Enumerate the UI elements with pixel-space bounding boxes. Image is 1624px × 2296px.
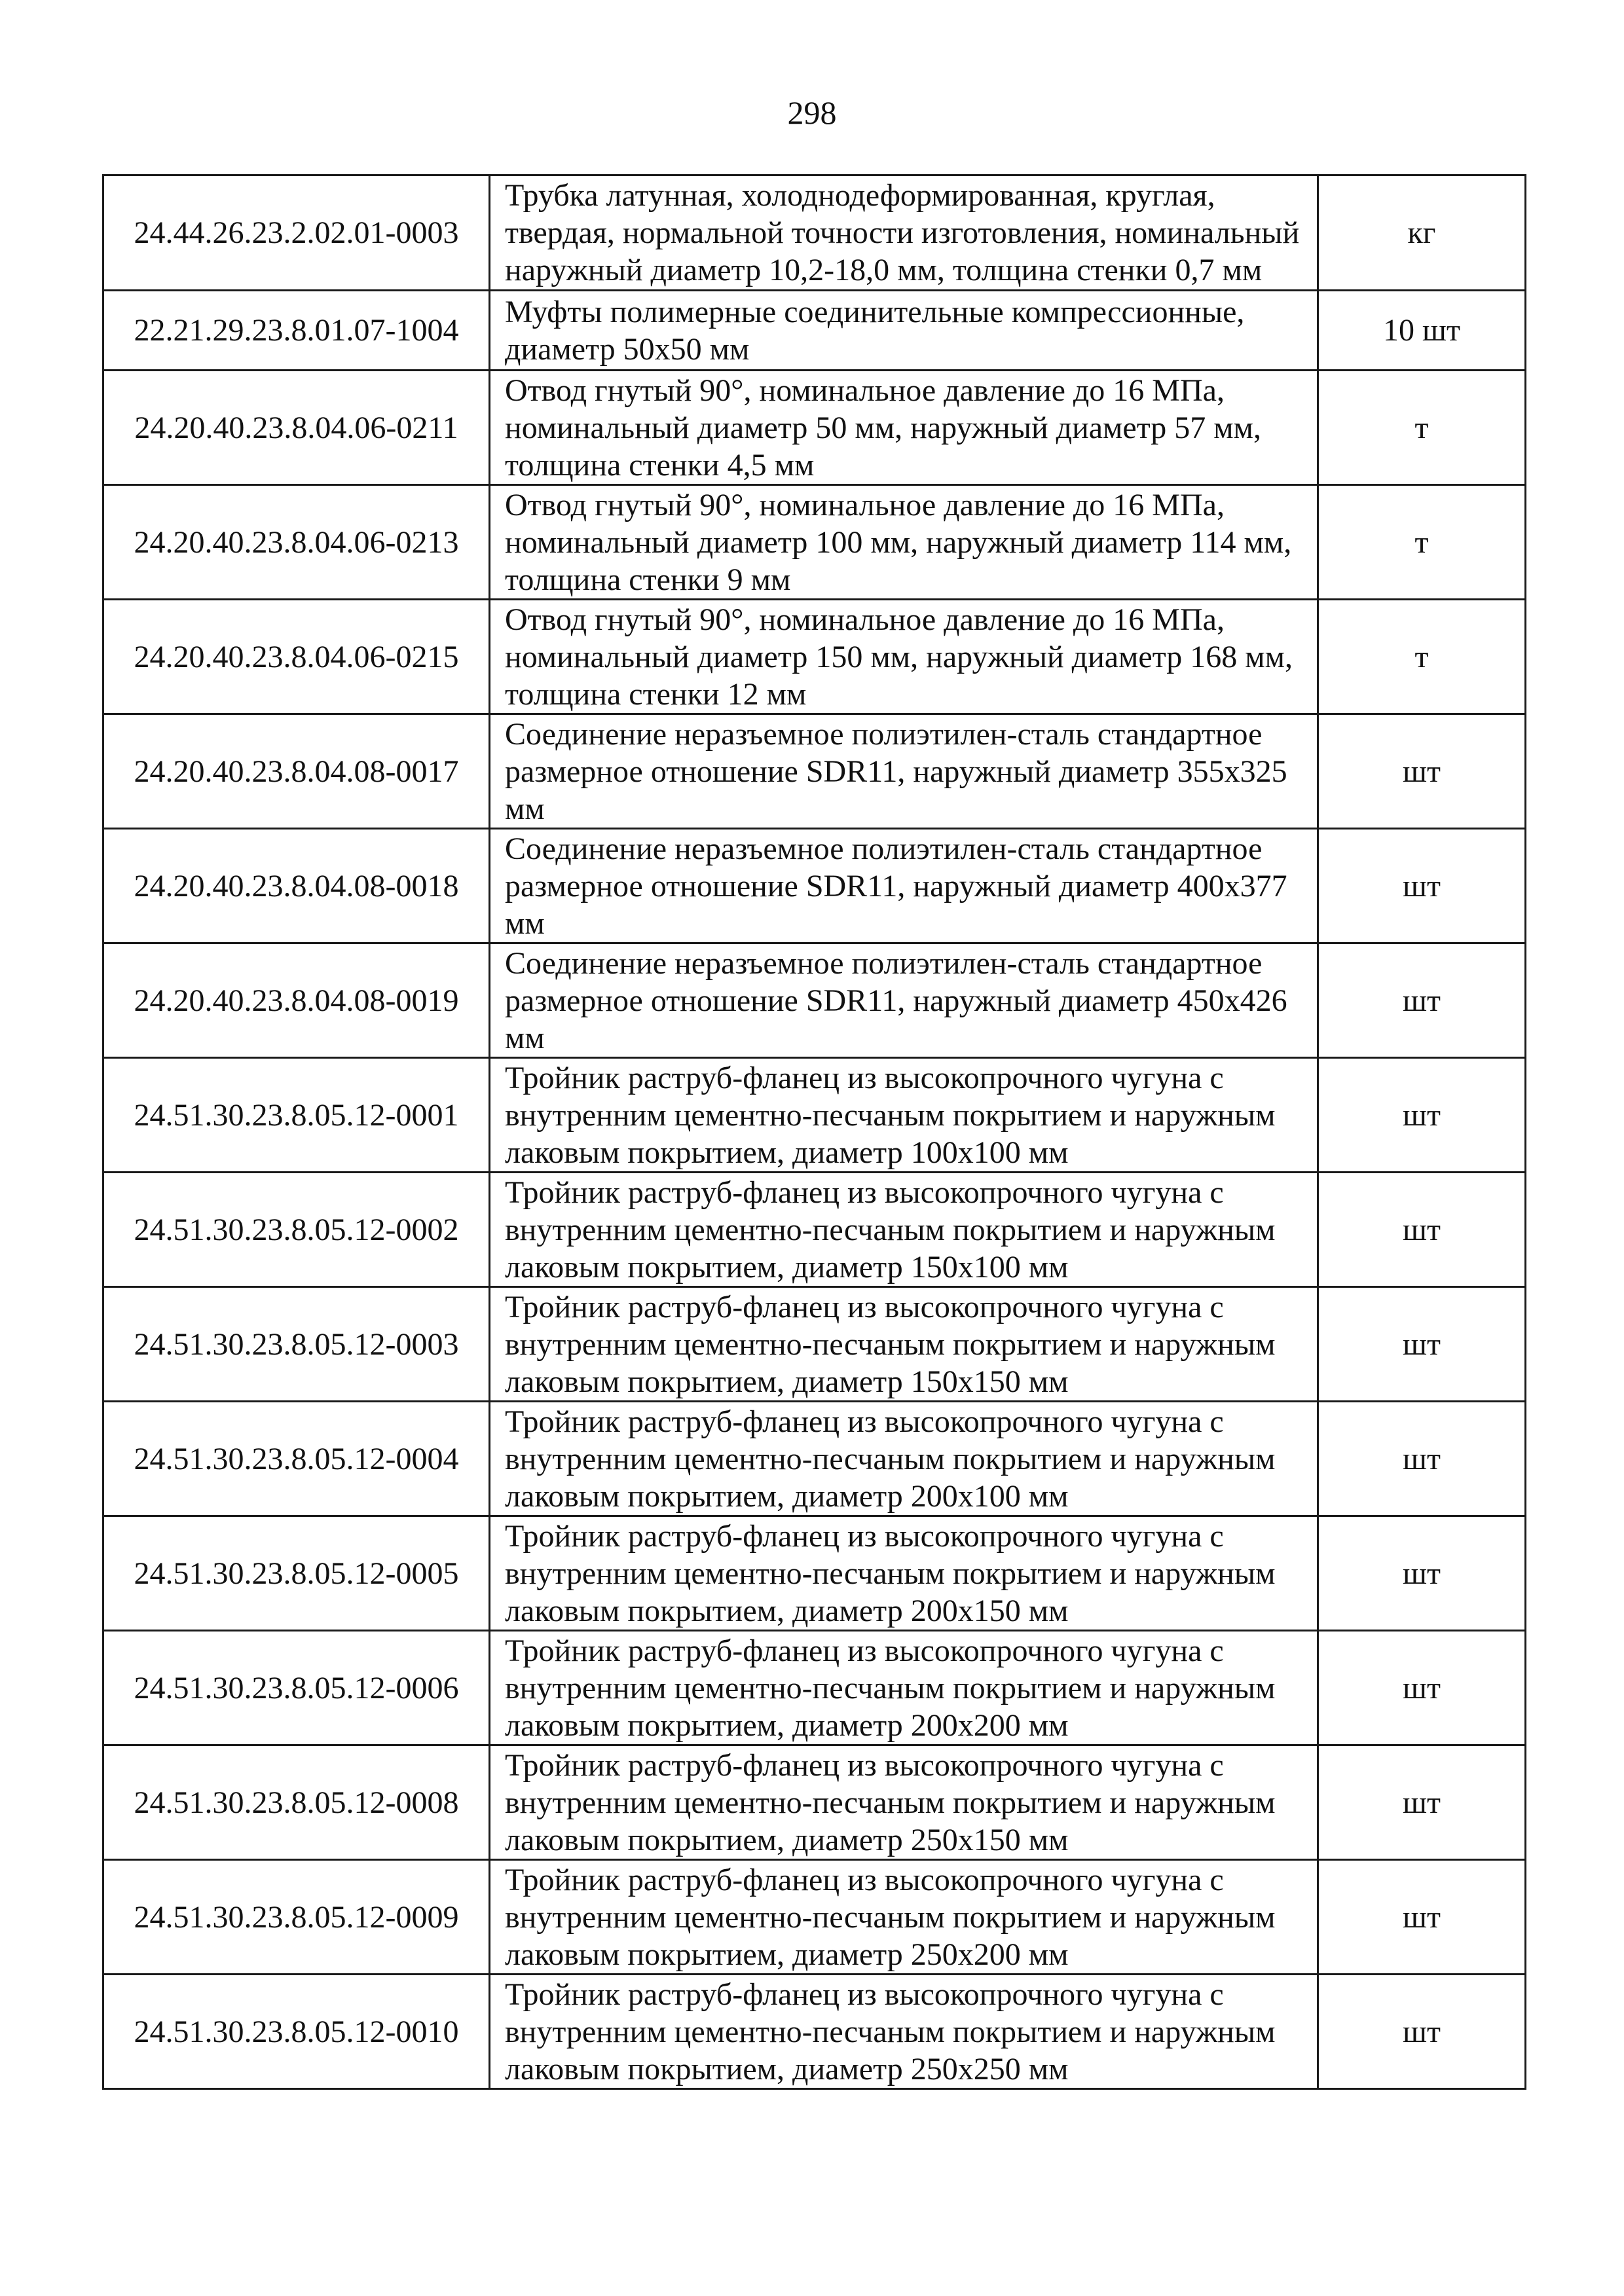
resource-code: 24.51.30.23.8.05.12-0001: [103, 1058, 490, 1173]
table-row: [103, 1860, 1526, 1975]
unit-of-measure: шт: [1318, 943, 1526, 1058]
table-row: [103, 943, 1526, 1058]
unit-of-measure: шт: [1318, 829, 1526, 943]
resource-code: 24.51.30.23.8.05.12-0008: [103, 1745, 490, 1860]
unit-of-measure: шт: [1318, 1516, 1526, 1631]
resource-name: Тройник раструб-фланец из высокопрочного чугуна с внутренним цементно-песчаным покрытием и наружным лаковым покрытием, диаметр 200х200 мм: [490, 1631, 1318, 1745]
table-row: [103, 1402, 1526, 1516]
resource-code: 24.51.30.23.8.05.12-0010: [103, 1975, 490, 2089]
resource-name: Отвод гнутый 90°, номинальное давление до 16 МПа, номинальный диаметр 50 мм, наружный диаметр 57 мм, толщина стенки 4,5 мм: [490, 371, 1318, 485]
resource-code: 24.51.30.23.8.05.12-0003: [103, 1287, 490, 1402]
resource-name: Тройник раструб-фланец из высокопрочного чугуна с внутренним цементно-песчаным покрытием и наружным лаковым покрытием, диаметр 200х150 мм: [490, 1516, 1318, 1631]
table-row: [103, 1745, 1526, 1860]
table-row: [103, 1173, 1526, 1287]
unit-of-measure: 10 шт: [1318, 291, 1526, 371]
resource-code: 24.51.30.23.8.05.12-0006: [103, 1631, 490, 1745]
table-row: [103, 1516, 1526, 1631]
unit-of-measure: кг: [1318, 175, 1526, 291]
table-row: [103, 600, 1526, 714]
table-row: [103, 1631, 1526, 1745]
unit-of-measure: т: [1318, 485, 1526, 600]
resource-code: 24.51.30.23.8.05.12-0005: [103, 1516, 490, 1631]
table-row: [103, 485, 1526, 600]
resource-code: 24.51.30.23.8.05.12-0004: [103, 1402, 490, 1516]
unit-of-measure: шт: [1318, 1287, 1526, 1402]
resource-name: Тройник раструб-фланец из высокопрочного чугуна с внутренним цементно-песчаным покрытием и наружным лаковым покрытием, диаметр 100х100 мм: [490, 1058, 1318, 1173]
resource-code: 24.20.40.23.8.04.08-0019: [103, 943, 490, 1058]
table-row: [103, 291, 1526, 371]
unit-of-measure: шт: [1318, 1975, 1526, 2089]
resource-name: Соединение неразъемное полиэтилен-сталь стандартное размерное отношение SDR11, наружный диаметр 355х325 мм: [490, 714, 1318, 829]
resource-code: 24.51.30.23.8.05.12-0009: [103, 1860, 490, 1975]
page-number: 298: [787, 94, 837, 131]
resource-code: 22.21.29.23.8.01.07-1004: [103, 291, 490, 371]
resource-code: 24.44.26.23.2.02.01-0003: [103, 175, 490, 291]
unit-of-measure: шт: [1318, 1860, 1526, 1975]
resource-name: Отвод гнутый 90°, номинальное давление до 16 МПа, номинальный диаметр 150 мм, наружный диаметр 168 мм, толщина стенки 12 мм: [490, 600, 1318, 714]
resource-name: Муфты полимерные соединительные компрессионные, диаметр 50х50 мм: [490, 291, 1318, 371]
resource-code: 24.20.40.23.8.04.06-0215: [103, 600, 490, 714]
table-row: [103, 175, 1526, 291]
resource-name: Тройник раструб-фланец из высокопрочного чугуна с внутренним цементно-песчаным покрытием и наружным лаковым покрытием, диаметр 250х200 мм: [490, 1860, 1318, 1975]
unit-of-measure: т: [1318, 371, 1526, 485]
table-row: [103, 1058, 1526, 1173]
unit-of-measure: шт: [1318, 714, 1526, 829]
table-row: [103, 1287, 1526, 1402]
resource-code: 24.20.40.23.8.04.06-0213: [103, 485, 490, 600]
resource-code: 24.20.40.23.8.04.06-0211: [103, 371, 490, 485]
unit-of-measure: т: [1318, 600, 1526, 714]
unit-of-measure: шт: [1318, 1173, 1526, 1287]
resource-name: Тройник раструб-фланец из высокопрочного чугуна с внутренним цементно-песчаным покрытием и наружным лаковым покрытием, диаметр 150х100 мм: [490, 1173, 1318, 1287]
resource-name: Трубка латунная, холоднодеформированная, круглая, твердая, нормальной точности изготовления, номинальный наружный диаметр 10,2-18,0 мм, толщина стенки 0,7 мм: [490, 175, 1318, 291]
resource-name: Тройник раструб-фланец из высокопрочного чугуна с внутренним цементно-песчаным покрытием и наружным лаковым покрытием, диаметр 150х150 мм: [490, 1287, 1318, 1402]
unit-of-measure: шт: [1318, 1058, 1526, 1173]
resource-name: Соединение неразъемное полиэтилен-сталь стандартное размерное отношение SDR11, наружный диаметр 450х426 мм: [490, 943, 1318, 1058]
resource-code: 24.51.30.23.8.05.12-0002: [103, 1173, 490, 1287]
resource-name: Соединение неразъемное полиэтилен-сталь стандартное размерное отношение SDR11, наружный диаметр 400х377 мм: [490, 829, 1318, 943]
resource-name: Тройник раструб-фланец из высокопрочного чугуна с внутренним цементно-песчаным покрытием и наружным лаковым покрытием, диаметр 250х250 мм: [490, 1975, 1318, 2089]
unit-of-measure: шт: [1318, 1631, 1526, 1745]
resource-code: 24.20.40.23.8.04.08-0018: [103, 829, 490, 943]
resource-name: Тройник раструб-фланец из высокопрочного чугуна с внутренним цементно-песчаным покрытием и наружным лаковым покрытием, диаметр 250х150 мм: [490, 1745, 1318, 1860]
unit-of-measure: шт: [1318, 1402, 1526, 1516]
resource-name: Отвод гнутый 90°, номинальное давление до 16 МПа, номинальный диаметр 100 мм, наружный диаметр 114 мм, толщина стенки 9 мм: [490, 485, 1318, 600]
table-row: [103, 371, 1526, 485]
table-row: [103, 1975, 1526, 2089]
table-row: [103, 714, 1526, 829]
unit-of-measure: шт: [1318, 1745, 1526, 1860]
table-row: [103, 829, 1526, 943]
resource-name: Тройник раструб-фланец из высокопрочного чугуна с внутренним цементно-песчаным покрытием и наружным лаковым покрытием, диаметр 200х100 мм: [490, 1402, 1318, 1516]
resource-code: 24.20.40.23.8.04.08-0017: [103, 714, 490, 829]
resource-table: [102, 174, 1526, 2090]
table-body: [103, 175, 1526, 2089]
